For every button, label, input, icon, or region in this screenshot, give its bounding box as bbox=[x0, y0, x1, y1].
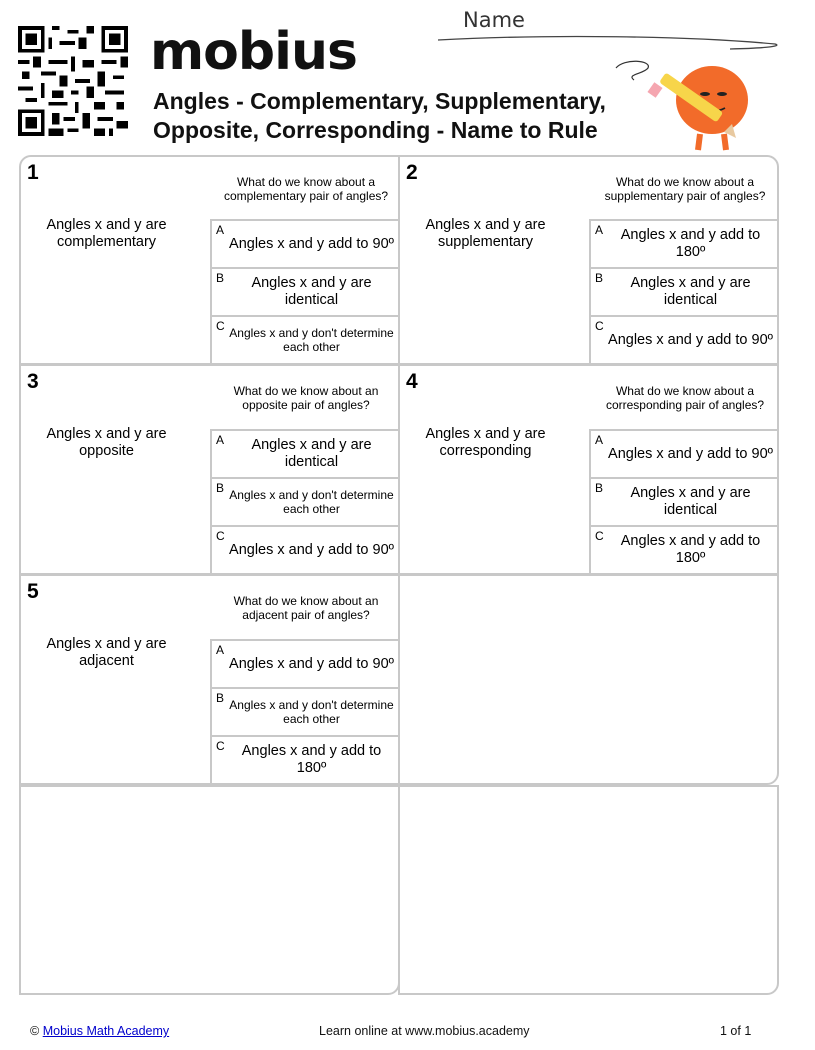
question-number: 5 bbox=[27, 580, 39, 603]
option-text: Angles x and y add to 90º bbox=[608, 331, 773, 348]
option-a[interactable] bbox=[210, 429, 399, 477]
question-card-1 bbox=[19, 155, 400, 365]
option-letter: A bbox=[216, 223, 225, 237]
option-text: Angles x and y add to 90º bbox=[229, 655, 394, 672]
option-a[interactable] bbox=[210, 219, 399, 267]
option-letter: C bbox=[216, 739, 225, 753]
question-card-4 bbox=[398, 364, 779, 575]
option-text: Angles x and y don't determine each other bbox=[229, 488, 394, 516]
option-text: Angles x and y add to 180º bbox=[620, 533, 761, 566]
brand-logo: mobius bbox=[150, 22, 357, 82]
option-a[interactable] bbox=[589, 219, 778, 267]
footer-copyright bbox=[30, 1024, 169, 1038]
question-stem: Angles x and y are adjacent bbox=[46, 636, 167, 669]
option-letter: A bbox=[216, 433, 225, 447]
option-text: Angles x and y don't determine each other bbox=[229, 326, 394, 354]
option-c[interactable] bbox=[589, 315, 778, 363]
option-c[interactable] bbox=[589, 525, 778, 573]
empty-cell bbox=[398, 574, 779, 785]
title-line-2: Opposite, Corresponding - Name to Rule bbox=[153, 117, 598, 143]
option-c[interactable] bbox=[210, 525, 399, 573]
option-letter: C bbox=[595, 319, 604, 333]
option-letter: C bbox=[216, 319, 225, 333]
option-b[interactable] bbox=[589, 477, 778, 525]
option-text: Angles x and y are identical bbox=[630, 485, 751, 518]
option-letter: B bbox=[595, 481, 604, 495]
question-stem: Angles x and y are corresponding bbox=[425, 426, 546, 459]
question-prompt: What do we know about a corresponding pair of angles? bbox=[605, 384, 765, 412]
question-card-5 bbox=[19, 574, 400, 785]
question-number: 3 bbox=[27, 370, 39, 393]
option-letter: C bbox=[216, 529, 225, 543]
option-letter: B bbox=[216, 271, 225, 285]
option-letter: A bbox=[216, 643, 225, 657]
footer-link[interactable]: Mobius Math Academy bbox=[42, 1024, 170, 1038]
option-a[interactable] bbox=[210, 639, 399, 687]
option-letter: A bbox=[595, 433, 604, 447]
title-line-1: Angles - Complementary, Supplementary, bbox=[153, 88, 606, 114]
question-prompt: What do we know about an adjacent pair of angles? bbox=[233, 594, 379, 622]
name-label: Name bbox=[463, 8, 525, 32]
copyright-symbol: © bbox=[30, 1024, 40, 1038]
qr-code bbox=[18, 26, 128, 136]
option-text: Angles x and y are identical bbox=[251, 437, 372, 470]
question-prompt: What do we know about an opposite pair of angles? bbox=[233, 384, 379, 412]
question-stem: Angles x and y are opposite bbox=[46, 426, 167, 459]
option-b[interactable] bbox=[210, 477, 399, 525]
question-stem: Angles x and y are supplementary bbox=[425, 217, 546, 250]
empty-cell bbox=[398, 785, 779, 995]
option-text: Angles x and y add to 90º bbox=[608, 445, 773, 462]
option-b[interactable] bbox=[589, 267, 778, 315]
question-number: 4 bbox=[406, 370, 418, 393]
question-number: 2 bbox=[406, 161, 418, 184]
option-a[interactable] bbox=[589, 429, 778, 477]
page-title bbox=[153, 87, 673, 145]
option-text: Angles x and y don't determine each other bbox=[229, 698, 394, 726]
option-text: Angles x and y add to 90º bbox=[229, 541, 394, 558]
option-c[interactable] bbox=[210, 315, 399, 363]
option-text: Angles x and y are identical bbox=[251, 275, 372, 308]
page-number: 1 of 1 bbox=[720, 1024, 752, 1038]
option-b[interactable] bbox=[210, 687, 399, 735]
question-prompt: What do we know about a supplementary pair of angles? bbox=[604, 175, 766, 203]
option-letter: B bbox=[216, 481, 225, 495]
option-b[interactable] bbox=[210, 267, 399, 315]
question-number: 1 bbox=[27, 161, 39, 184]
question-card-2 bbox=[398, 155, 779, 365]
question-prompt: What do we know about a complementary pair of angles? bbox=[223, 175, 389, 203]
footer-center-text: Learn online at www.mobius.academy bbox=[319, 1024, 530, 1038]
option-letter: B bbox=[216, 691, 225, 705]
option-letter: A bbox=[595, 223, 604, 237]
option-text: Angles x and y are identical bbox=[630, 275, 751, 308]
option-text: Angles x and y add to 90º bbox=[229, 235, 394, 252]
empty-cell bbox=[19, 785, 400, 995]
question-card-3 bbox=[19, 364, 400, 575]
option-letter: C bbox=[595, 529, 604, 543]
option-text: Angles x and y add to 180º bbox=[620, 227, 761, 260]
mascot-illustration bbox=[612, 54, 762, 154]
option-text: Angles x and y add to 180º bbox=[241, 743, 382, 776]
question-stem: Angles x and y are complementary bbox=[46, 217, 167, 250]
option-letter: B bbox=[595, 271, 604, 285]
option-c[interactable] bbox=[210, 735, 399, 783]
